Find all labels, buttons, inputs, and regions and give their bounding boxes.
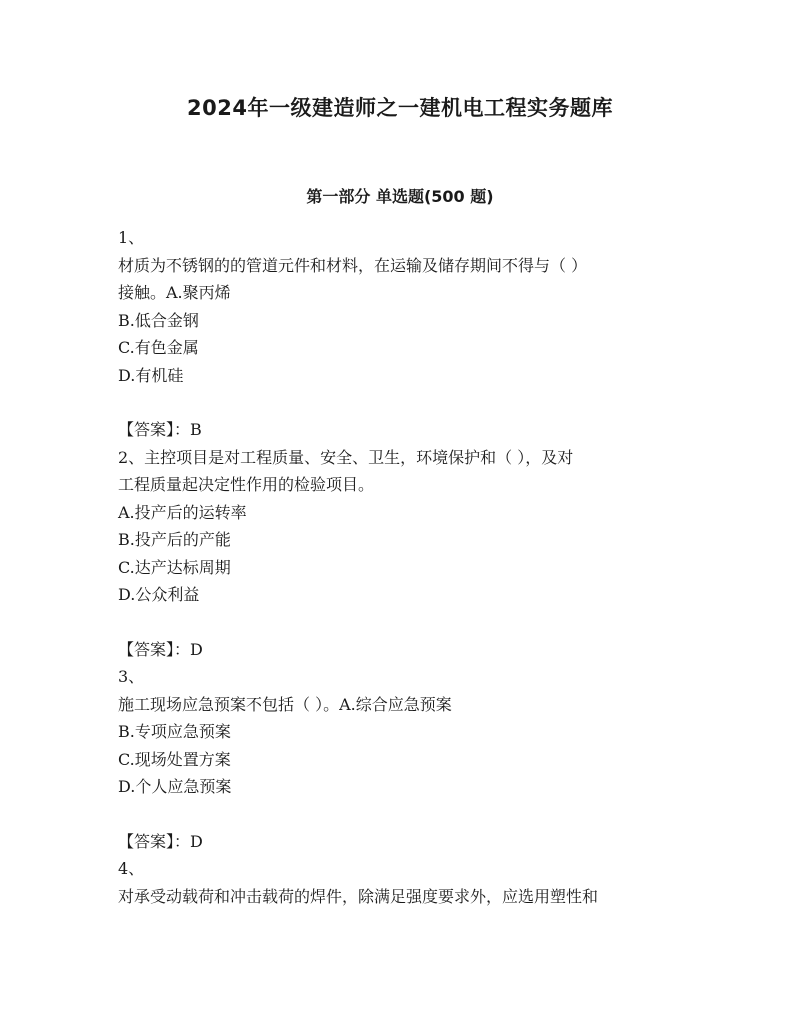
option-b: B.专项应急预案 (118, 722, 231, 741)
question-number: 3、 (118, 667, 145, 686)
question-1 (118, 224, 682, 444)
option-b: B.低合金钢 (118, 310, 199, 330)
option-a: A.投产后的运转率 (118, 502, 247, 522)
answer-separator: ： (174, 831, 191, 851)
question-number: 4、 (118, 859, 145, 878)
question-stem-line: 施工现场应急预案不包括（ ）。A.综合应急预案 (118, 694, 452, 714)
question-stem-line: 工程质量起决定性作用的检验项目。 (118, 475, 375, 494)
question-number: 1、 (118, 228, 145, 247)
question-stem-line: 材质为不锈钢的的管道元件和材料，在运输及储存期间不得与（ ） (118, 255, 588, 275)
option-d: D.个人应急预案 (118, 777, 232, 796)
option-b: B.投产后的产能 (118, 530, 231, 549)
option-c: C.有色金属 (118, 338, 199, 357)
answer-label: 【答案】 (118, 639, 175, 659)
question-stem-line: 接触。A.聚丙烯 (118, 283, 231, 302)
question-2 (118, 444, 682, 664)
question-4 (118, 855, 682, 910)
question-stem-line: 2、主控项目是对工程质量、安全、卫生，环境保护和（ ），及对 (118, 447, 574, 467)
option-c: C.现场处置方案 (118, 749, 231, 769)
answer-value: B (190, 420, 202, 439)
document-title: 2024年一级建造师之一建机电工程实务题库 (187, 96, 613, 120)
option-c: C.达产达标周期 (118, 557, 231, 577)
answer-label: 【答案】 (118, 831, 175, 851)
question-list (118, 224, 682, 910)
answer-separator: ： (174, 420, 191, 439)
answer-line (118, 828, 682, 856)
answer-separator: ： (174, 639, 191, 659)
question-3 (118, 663, 682, 855)
option-d: D.公众利益 (118, 585, 200, 604)
question-stem-line: 对承受动载荷和冲击载荷的焊件，除满足强度要求外，应选用塑性和 (118, 886, 599, 906)
option-d: D.有机硅 (118, 365, 184, 385)
answer-value: D (190, 639, 203, 659)
answer-line (118, 416, 682, 444)
section-title: 第一部分 单选题(500 题) (306, 187, 494, 206)
answer-line (118, 636, 682, 664)
answer-value: D (190, 831, 203, 851)
answer-label: 【答案】 (118, 420, 175, 439)
